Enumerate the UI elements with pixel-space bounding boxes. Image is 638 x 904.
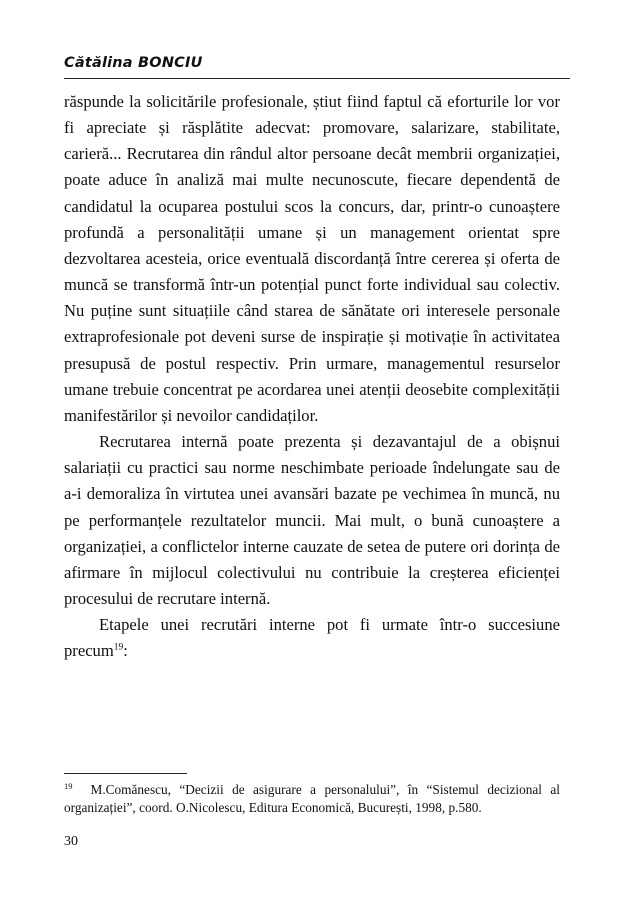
paragraph-recruitment-stages	[64, 612, 560, 664]
footnote-text: M.Comănescu, “Decizii de asigurare a personalului”, în “Sistemul decizional al organizației”, coord. O.Nicolescu, Editura Economică, București, 1998, p.580.	[64, 782, 560, 815]
footnote	[64, 781, 560, 817]
paragraph-stages-tail: :	[123, 641, 128, 661]
paragraph-stages-text: Etapele unei recrutări interne pot fi urmate într-o succesiune precum	[64, 615, 560, 661]
footnote-number: 19	[64, 780, 73, 791]
paragraph-internal-recruitment: Recrutarea internă poate prezenta și dezavantajul de a obișnui salariații cu practici sau norme neschimbate perioade îndelungate sau de a-i demoraliza în virtutea unei avansări bazate pe vechimea în muncă, nu pe performanțele rezultatelor muncii. Mai mult, o bună cunoaștere a organizației, a conflictelor interne cauzate de setea de putere ori dorința de afirmare în mijlocul colectivului nu contribuie la creșterea eficienței procesului de recrutare internă.	[64, 432, 560, 608]
paragraph-continuation: răspunde la solicitările profesionale, știut fiind faptul că eforturile lor vor fi apreciate și răsplătite adecvat: promovare, salarizare, stabilitate, carieră... Recrutarea din rândul altor persoane decât membrii organizației, poate aduce în analiză mai multe necunoscute, fiecare dependentă de candidatul la ocuparea postului scos la concurs, dar, printr-o cunoaștere profundă a personalității umane și un management orientat spre dezvoltarea acesteia, orice eventuală discordanță între cererea și oferta de muncă se transformă într-un potențial punct forte individual sau colectiv. Nu puține sunt situațiile când starea de sănătate ori interesele personale extraprofesionale pot deveni surse de inspirație și motivație în activitatea presupusă de postul respectiv. Prin urmare, managementul resurselor umane trebuie concentrat pe acordarea unei atenții deosebite complexității manifestărilor și nevoilor candidaților.	[64, 92, 560, 425]
footnote-separator	[64, 773, 187, 774]
running-header-author: Cătălina BONCIU	[64, 55, 203, 71]
footnote-reference: 19	[113, 642, 124, 653]
body-text	[64, 89, 560, 664]
header-rule	[64, 78, 570, 79]
page-number: 30	[64, 834, 78, 849]
